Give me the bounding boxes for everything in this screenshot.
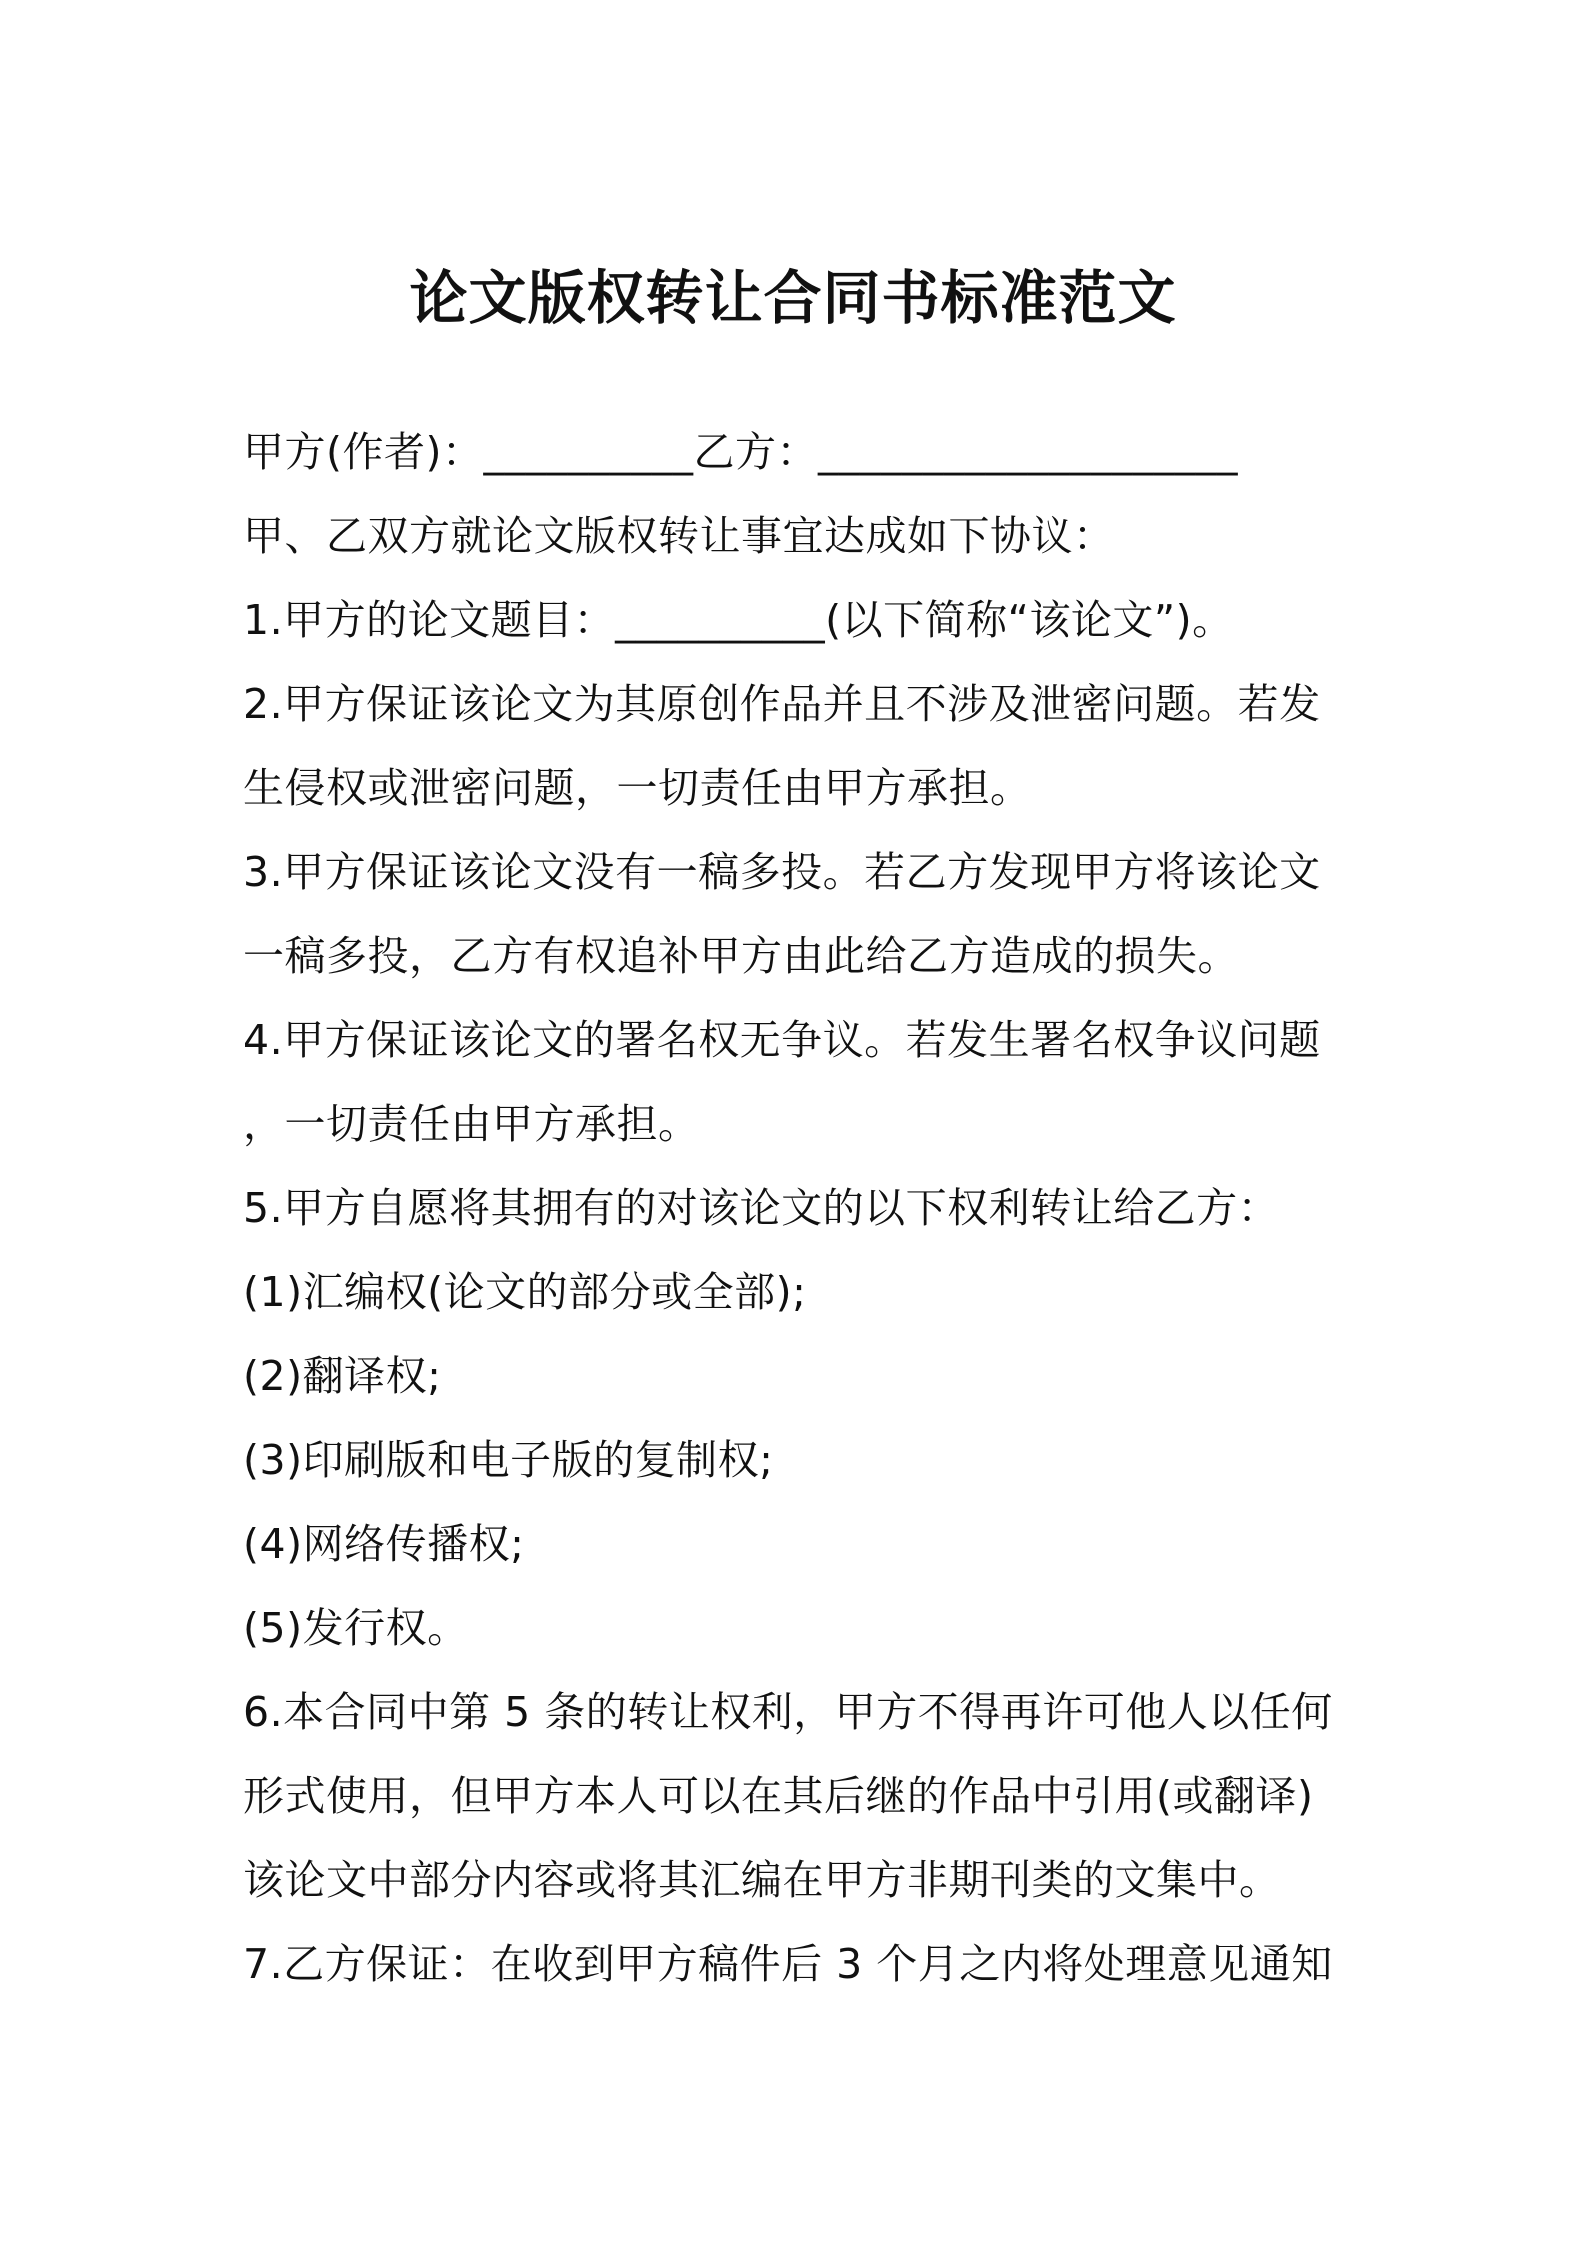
clause-2-line-1: 2.甲方保证该论文为其原创作品并且不涉及泄密问题。若发 [243,680,1321,728]
right-2-line: (2)翻译权; [243,1352,442,1400]
clause-5-line: 5.甲方自愿将其拥有的对该论文的以下权利转让给乙方： [243,1184,1280,1232]
clause-3-line-1: 3.甲方保证该论文没有一稿多投。若乙方发现甲方将该论文 [243,848,1321,896]
clause-4-line-1: 4.甲方保证该论文的署名权无争议。若发生署名权争议问题 [243,1016,1321,1064]
clause-7-line-1: 7.乙方保证：在收到甲方稿件后 3 个月之内将处理意见通知 [243,1940,1333,1988]
clause-4-line-2: ，一切责任由甲方承担。 [243,1100,700,1148]
document-title: 论文版权转让合同书标准范文 [409,264,1177,332]
clause-6-line-3: 该论文中部分内容或将其汇编在甲方非期刊类的文集中。 [243,1856,1281,1904]
clause-6-line-1: 6.本合同中第 5 条的转让权利，甲方不得再许可他人以任何 [243,1688,1333,1736]
clause-3-line-2: 一稿多投，乙方有权追补甲方由此给乙方造成的损失。 [243,932,1239,980]
party-line: 甲方(作者)：__________乙方：____________________ [243,428,1238,476]
right-3-line: (3)印刷版和电子版的复制权; [243,1436,774,1484]
right-5-line: (5)发行权。 [243,1604,469,1652]
right-4-line: (4)网络传播权; [243,1520,525,1568]
document-body [243,410,1363,2006]
right-1-line: (1)汇编权(论文的部分或全部); [243,1268,807,1316]
agreement-intro-line: 甲、乙双方就论文版权转让事宜达成如下协议： [243,512,1115,560]
clause-6-line-2: 形式使用，但甲方本人可以在其后继的作品中引用(或翻译) [243,1772,1314,1820]
clause-2-line-2: 生侵权或泄密问题，一切责任由甲方承担。 [243,764,1032,812]
clause-1-line: 1.甲方的论文题目：__________(以下简称“该论文”)。 [243,596,1234,644]
